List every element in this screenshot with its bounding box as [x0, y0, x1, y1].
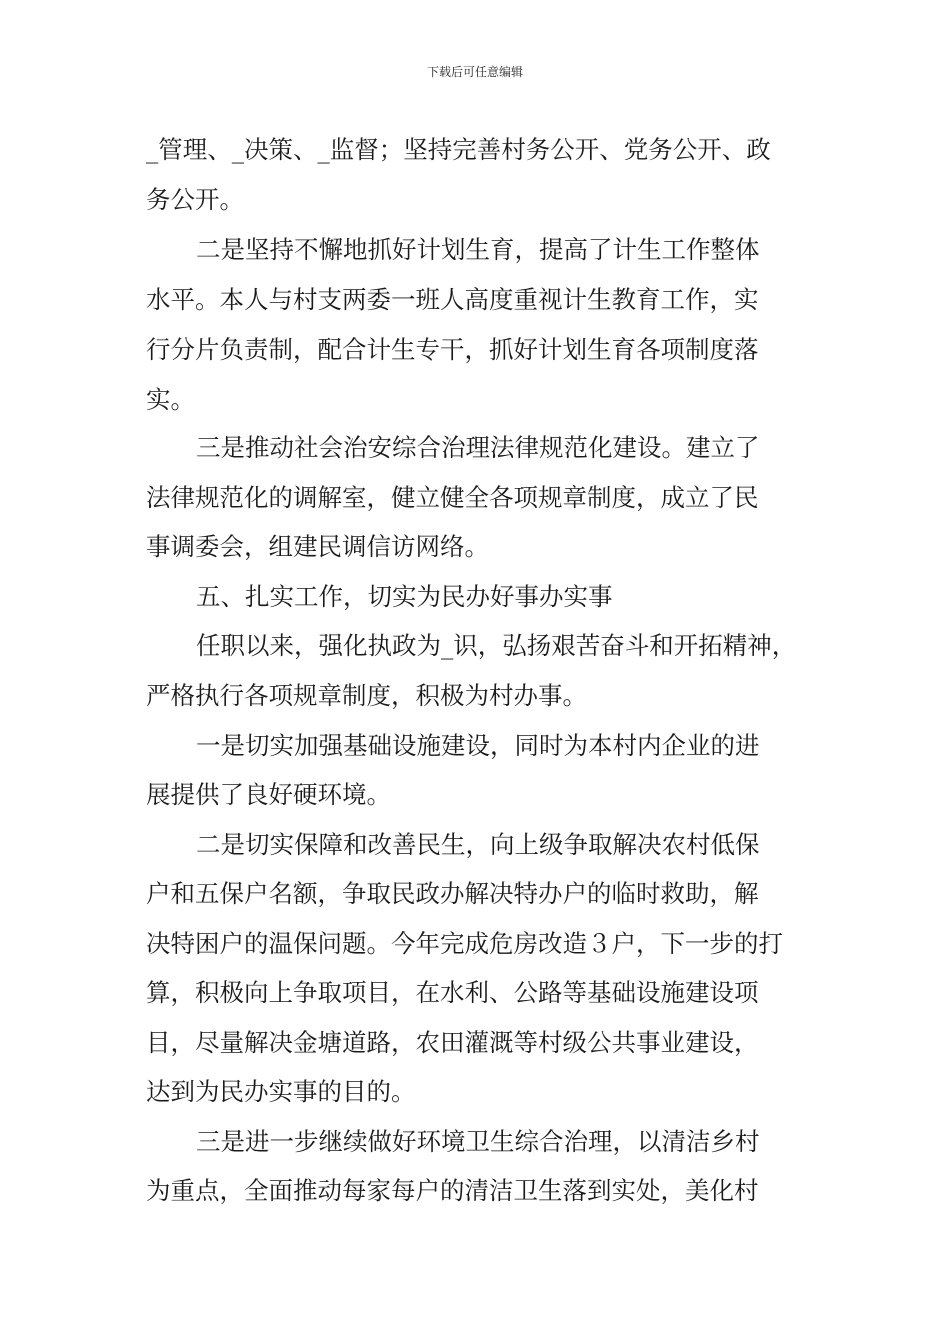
text-line: 严格执行各项规章制度，积极为村办事。: [146, 681, 587, 710]
text-line: 决特困户的温保问题。今年完成危房改造３户，下一步的打: [146, 929, 783, 958]
section-heading: 五、扎实工作，切实为民办好事办实事: [196, 582, 613, 611]
text-line: 三是进一步继续做好环境卫生综合治理，以清洁乡村: [196, 1127, 760, 1156]
text-line: 算，积极向上争取项目，在水利、公路等基础设施建设项: [146, 978, 759, 1007]
text-line: 二是切实保障和改善民生，向上级争取解决农村低保: [196, 830, 760, 859]
text-line: 实。: [146, 385, 195, 414]
text-line: 一是切实加强基础设施建设，同时为本村内企业的进: [196, 731, 760, 760]
text-line: 法律规范化的调解室，健立健全各项规章制度，成立了民: [146, 483, 759, 512]
text-line: 为重点，全面推动每家每户的清洁卫生落到实处，美化村: [146, 1176, 759, 1205]
text-line: 户和五保户名额，争取民政办解决特办户的临时救助，解: [146, 879, 759, 908]
text-line: 行分片负责制，配合计生专干，抓好计划生育各项制度落: [146, 335, 759, 364]
text-line: _管理、_决策、_监督；坚持完善村务公开、党务公开、政: [146, 135, 771, 164]
text-line: 目，尽量解决金塘道路，农田灌溉等村级公共事业建设，: [146, 1028, 759, 1057]
text-line: 水平。本人与村支两委一班人高度重视计生教育工作，实: [146, 285, 759, 314]
text-line: 二是坚持不懈地抓好计划生育，提高了计生工作整体: [196, 235, 760, 264]
text-line: 展提供了良好硬环境。: [146, 780, 391, 809]
page-header: 下载后可任意编辑: [426, 65, 523, 79]
text-line: 达到为民办实事的目的。: [146, 1077, 416, 1106]
text-line: 三是推动社会治安综合治理法律规范化建设。建立了: [196, 433, 760, 462]
text-line: 任职以来，强化执政为_识，弘扬艰苦奋斗和开拓精神，: [196, 631, 797, 660]
text-line: 事调委会，组建民调信访网络。: [146, 532, 489, 561]
text-line: 务公开。: [146, 185, 244, 214]
